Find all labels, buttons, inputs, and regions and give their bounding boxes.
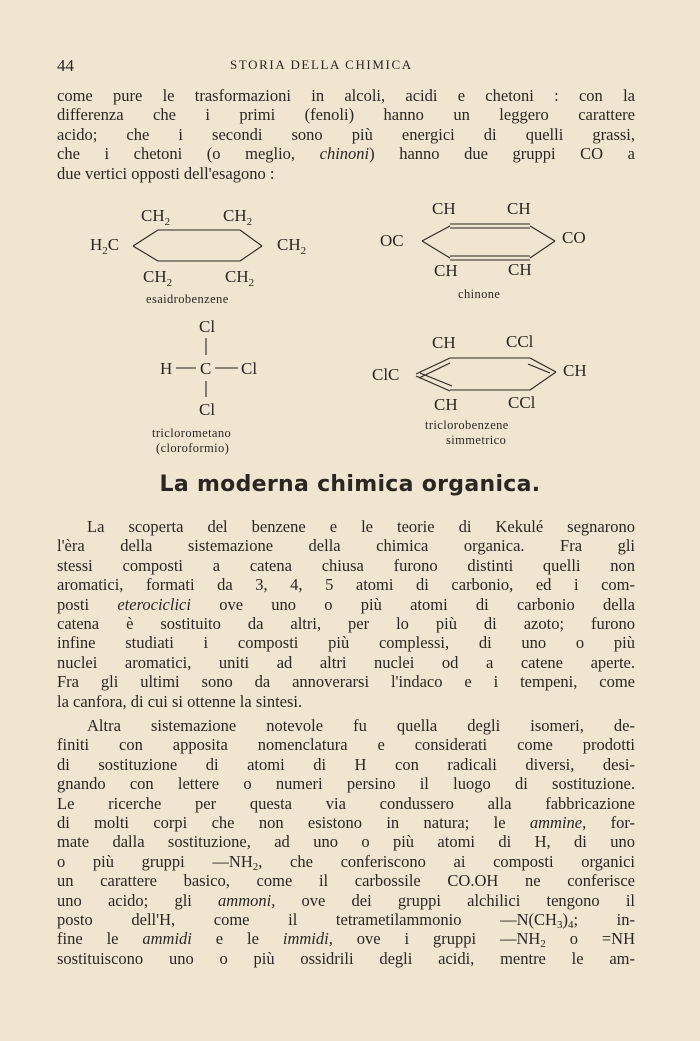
svg-text:chinone: chinone <box>458 287 501 301</box>
italic-term: eterociclici <box>117 594 191 614</box>
svg-text:CH: CH <box>507 199 531 218</box>
svg-text:CH2: $CH_2$ <box>223 206 253 228</box>
svg-text:Cl: Cl <box>199 317 216 336</box>
text-line: due vertici opposti dell'esagono : <box>57 163 275 183</box>
svg-text:Cl: Cl <box>241 359 258 378</box>
italic-term: chinoni <box>319 144 370 164</box>
text-line: Le ricerche per questa via condussero alla fabbricazione <box>57 793 635 813</box>
text-line: posto dell'H, come il tetrametilammonio $—N(CH_3)_4$; in- <box>57 909 635 931</box>
svg-text:CH2: $CH_2$ <box>143 267 173 289</box>
text-line: la canfora, di cui si ottenne la sintesi. <box>57 691 303 711</box>
text-line: Altra sistemazione notevole fu quella degli isomeri, de- <box>87 716 635 735</box>
svg-text:ClC: ClC <box>372 365 400 384</box>
section-heading: La moderna chimica organica. <box>159 472 541 497</box>
text-line: che i chetoni (o meglio, chinoni) hanno due gruppi CO a <box>57 144 635 164</box>
text-line: come pure le trasformazioni in alcoli, acidi e chetoni : con la <box>57 86 635 105</box>
paragraph-benzene <box>57 517 635 711</box>
running-title: STORIA DELLA CHIMICA <box>230 57 413 72</box>
svg-text:CO: CO <box>562 228 586 247</box>
text-line: o più gruppi $—NH_2$, che conferiscono ai composti organici <box>57 851 635 873</box>
svg-text:Cl: Cl <box>199 400 216 419</box>
text-line: nuclei aromatici, uniti ad altri nuclei od a catene aperte. <box>57 652 635 672</box>
svg-text:triclorobenzene: triclorobenzene <box>425 418 509 432</box>
text-line: di sostituzione di atomi di H con radicali diversi, desi- <box>57 754 635 774</box>
svg-text:simmetrico: simmetrico <box>446 433 507 447</box>
formula-quinone <box>380 199 586 301</box>
italic-term: immidi, <box>282 929 333 949</box>
text-line: gnando con lettere o numeri persino il luogo di sostituzione. <box>57 774 635 794</box>
italic-term: ammoni, <box>218 890 276 910</box>
structural-formulas <box>0 0 700 470</box>
text-line: mate dalla sostituzione, ad uno o più atomi di H, di uno <box>57 832 635 852</box>
text-line: differenza che i primi (fenoli) hanno un leggero carattere <box>57 105 635 125</box>
text-line: acido; che i secondi sono più energici di quelli grassi, <box>57 124 635 144</box>
svg-text:CCl: CCl <box>508 393 536 412</box>
svg-text:CH: CH <box>432 199 456 218</box>
svg-text:H2C: $H_2C$ <box>90 235 120 257</box>
svg-text:triclorometano: triclorometano <box>152 426 232 440</box>
page-number: 44 <box>57 56 74 75</box>
svg-text:CH: CH <box>563 361 587 380</box>
text-line: La scoperta del benzene e le teorie di Kekulé segnarono <box>87 517 635 536</box>
text-line: uno acido; gli ammoni, ove dei gruppi alchilici tengono il <box>57 890 635 910</box>
svg-text:CH2: $CH_2$ <box>225 267 255 289</box>
text-line: catena è sostituito da altri, per lo più di azoto; furono <box>57 613 635 633</box>
text-line: finiti con apposita nomenclatura e considerati come prodotti <box>57 735 635 755</box>
text-line: posti eterociclici ove uno o più atomi di carbonio della <box>57 594 636 614</box>
text-line: di molti corpi che non esistono in natura; le ammine, for- <box>57 812 636 832</box>
svg-text:H: H <box>160 359 173 378</box>
svg-text:C: C <box>200 359 212 378</box>
formula-hexahydrobenzene <box>90 206 306 306</box>
text-line: aromatici, formati da 3, 4, 5 atomi di carbonio, ed i com- <box>57 575 635 595</box>
text-line: fine le ammidi e le immidi, ove i gruppi $—NH_2$ o =NH <box>57 929 636 951</box>
italic-term: ammine, <box>529 812 587 832</box>
text-line: infine studiati i composti più complessi, di uno o più <box>57 633 635 653</box>
svg-text:esaidrobenzene: esaidrobenzene <box>146 292 229 306</box>
svg-text:(cloroformio): (cloroformio) <box>156 441 230 455</box>
paragraph-isomers <box>57 716 635 968</box>
formula-trichlorobenzene <box>372 332 587 447</box>
text-line: un carattere basico, come il carbossile CO.OH ne conferisce <box>57 871 635 891</box>
svg-text:CH: CH <box>434 261 458 280</box>
formula-chloroform <box>152 317 257 455</box>
svg-text:CH: CH <box>508 260 532 279</box>
svg-text:CH2: $CH_2$ <box>277 235 307 257</box>
svg-text:CH: CH <box>432 333 456 352</box>
text-line: sostituiscono uno o più ossidrili degli acidi, mentre le am- <box>57 948 635 968</box>
italic-term: ammidi <box>142 929 192 949</box>
text-line: Fra gli ultimi sono da annoverarsi l'indaco e i tempeni, come <box>57 672 635 692</box>
svg-text:CH: CH <box>434 395 458 414</box>
svg-text:OC: OC <box>380 231 404 250</box>
svg-text:CCl: CCl <box>506 332 534 351</box>
text-line: l'èra della sistemazione della chimica organica. Fra gli <box>57 536 635 556</box>
svg-text:CH2: $CH_2$ <box>141 206 171 228</box>
text-line: stessi composti a catena chiusa furono distinti quelli non <box>57 555 635 575</box>
